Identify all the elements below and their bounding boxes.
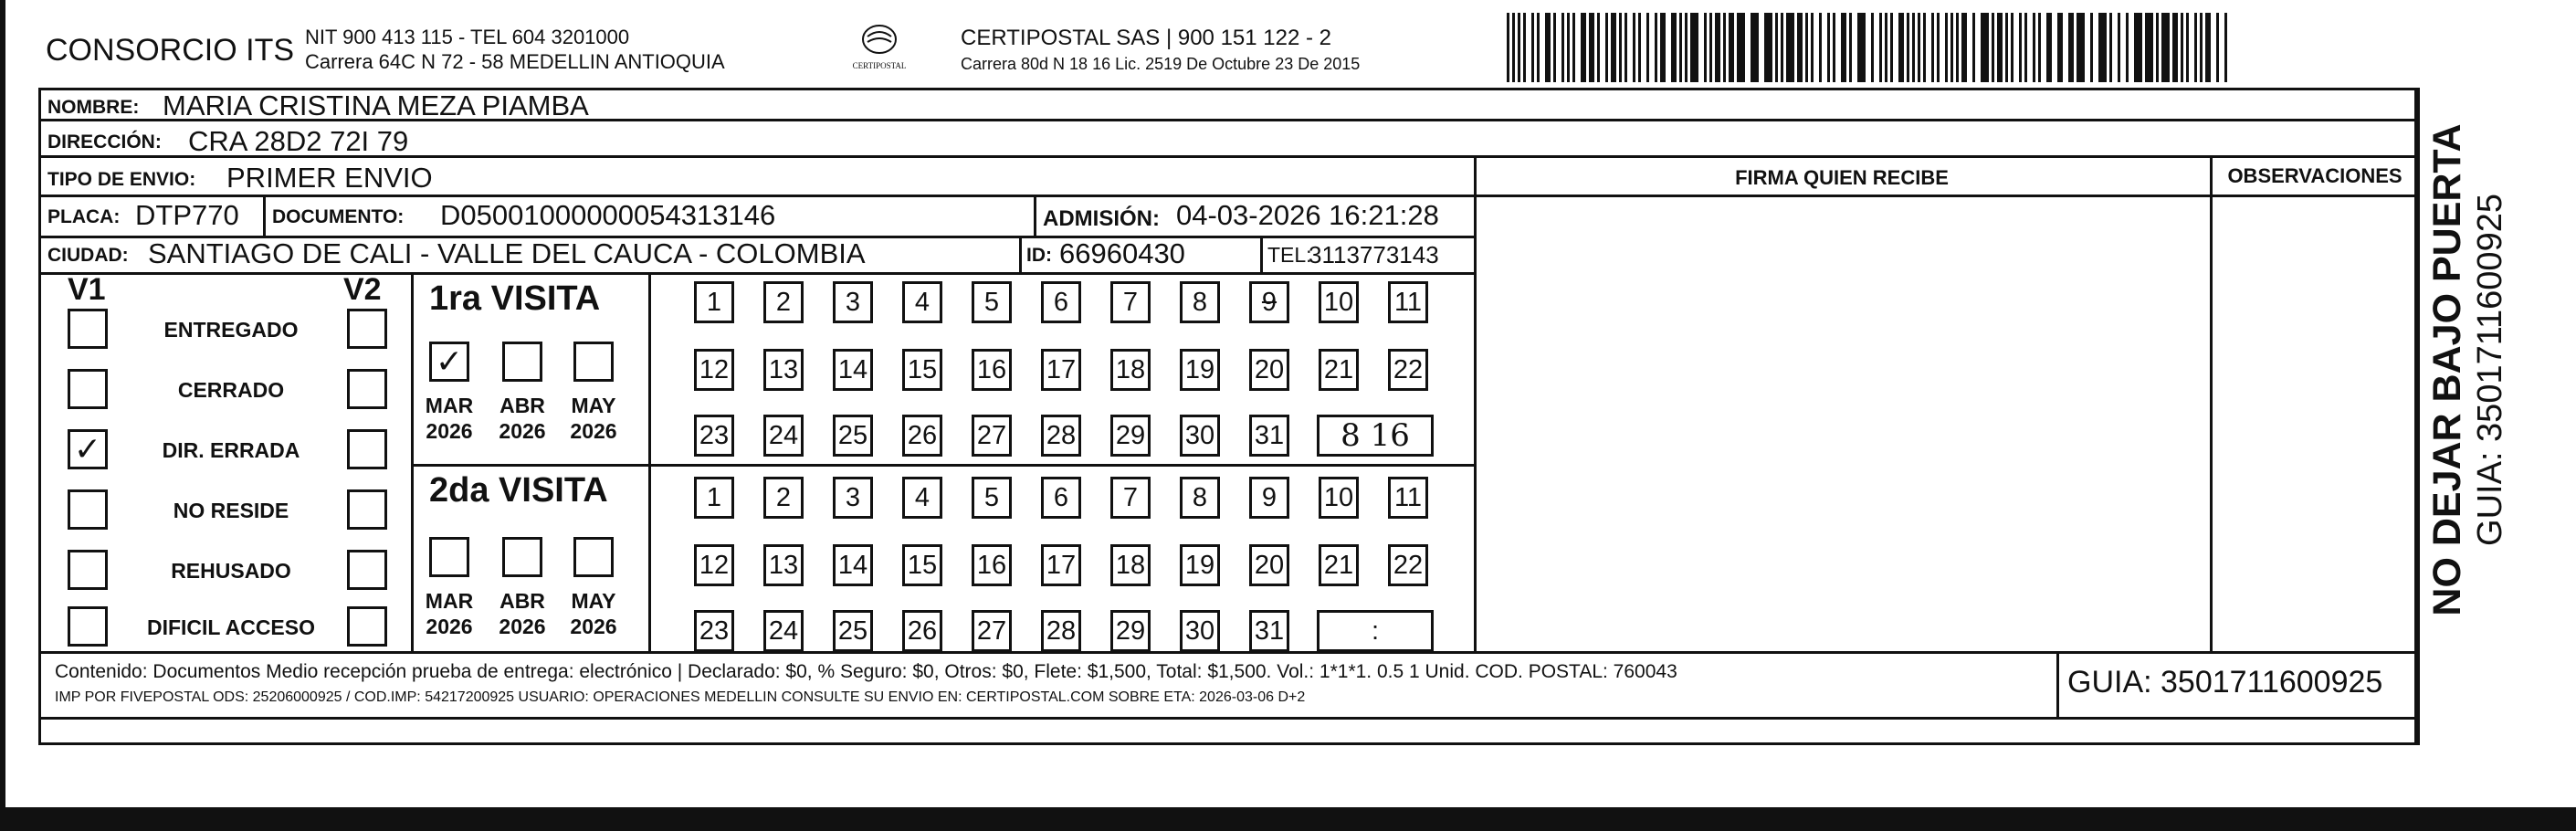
placa-value: DTP770 bbox=[135, 199, 239, 231]
barcode-bar bbox=[1931, 13, 1934, 82]
second-visit-day[interactable]: 4 bbox=[902, 477, 942, 519]
company-nit: NIT 900 413 115 - TEL 604 3201000 bbox=[305, 26, 630, 48]
barcode-bar bbox=[1857, 13, 1866, 82]
status-label: ENTREGADO bbox=[163, 318, 299, 342]
barcode-bar bbox=[1638, 13, 1641, 82]
month-label bbox=[489, 588, 555, 639]
barcode-bar bbox=[1545, 13, 1551, 82]
barcode-bar bbox=[1633, 13, 1635, 82]
status-label: CERRADO bbox=[177, 378, 285, 402]
tel-value: 3113773143 bbox=[1309, 241, 1439, 268]
month-checkbox[interactable] bbox=[502, 537, 542, 577]
barcode-bar bbox=[1537, 13, 1540, 82]
logo-text: CERTIPOSTAL bbox=[852, 61, 907, 70]
v2-checkbox[interactable] bbox=[347, 550, 387, 590]
month-checkbox[interactable] bbox=[502, 342, 542, 382]
month-label bbox=[416, 393, 482, 444]
barcode-bar bbox=[2068, 13, 2074, 82]
second-visit-day[interactable]: 10 bbox=[1319, 477, 1359, 519]
ciudad-value: SANTIAGO DE CALI - VALLE DEL CAUCA - COLOMBIA bbox=[148, 237, 866, 269]
barcode-bar bbox=[1512, 13, 1515, 82]
second-visit-day[interactable]: 1 bbox=[694, 477, 734, 519]
second-visit-day[interactable]: 7 bbox=[1110, 477, 1151, 519]
second-visit-day[interactable]: 13 bbox=[763, 544, 804, 586]
v1-checkbox[interactable] bbox=[68, 606, 108, 647]
barcode-bar bbox=[2126, 13, 2129, 82]
barcode-bar bbox=[1833, 13, 1835, 82]
barcode-bar bbox=[2156, 13, 2159, 82]
nombre-value: MARIA CRISTINA MEZA PIAMBA bbox=[163, 89, 589, 121]
barcode-bar bbox=[1981, 13, 1989, 82]
first-visit-day[interactable]: 30 bbox=[1180, 415, 1220, 457]
month-name: MAR bbox=[425, 394, 474, 417]
second-visit-day[interactable]: 16 bbox=[972, 544, 1012, 586]
barcode-bar bbox=[1611, 13, 1616, 82]
tipo-envio-label: TIPO DE ENVIO: bbox=[47, 169, 196, 190]
v1-checkbox[interactable] bbox=[68, 369, 108, 409]
barcode-bar bbox=[1624, 13, 1627, 82]
barcode-bar bbox=[1605, 13, 1608, 82]
second-visit-day[interactable]: 31 bbox=[1249, 610, 1289, 652]
barcode-bar bbox=[1553, 13, 1556, 82]
second-visit-day[interactable]: 26 bbox=[902, 610, 942, 652]
first-visit-day[interactable]: 12 bbox=[694, 349, 734, 391]
barcode-bar bbox=[1945, 13, 1948, 82]
no-dejar-warning: NO DEJAR BAJO PUERTA bbox=[2425, 123, 2469, 616]
carrier-address: Carrera 80d N 18 16 Lic. 2519 De Octubre 23 De 2015 bbox=[961, 55, 1361, 73]
second-visit-day[interactable]: 2 bbox=[763, 477, 804, 519]
first-visit-day[interactable]: 15 bbox=[902, 349, 942, 391]
first-visit-day[interactable]: 1 bbox=[694, 281, 734, 323]
month-checkbox[interactable] bbox=[573, 537, 614, 577]
barcode-bar bbox=[1685, 13, 1688, 82]
barcode-bar bbox=[1619, 13, 1622, 82]
second-visit-day[interactable]: 14 bbox=[833, 544, 873, 586]
second-visit-title: 2da VISITA bbox=[429, 471, 608, 510]
barcode-bar bbox=[2077, 13, 2085, 82]
barcode-bar bbox=[1690, 13, 1698, 82]
barcode-bar bbox=[1704, 13, 1707, 82]
barcode-bar bbox=[1918, 13, 1920, 82]
barcode-bar bbox=[2046, 13, 2052, 82]
barcode-bar bbox=[1655, 13, 1657, 82]
barcode-bar bbox=[2019, 13, 2022, 82]
footer-contenido: Contenido: Documentos Medio recepción prueba de entrega: electrónico | Declarado: $0, % Seguro: $0, Otros: $0, Flete: $1,500, Total: $1,500. Vol.: 1*1*1. 0.5 1 Unid. COD. POSTAL: 760043 bbox=[55, 661, 1677, 682]
barcode-bar bbox=[1923, 13, 1926, 82]
first-visit-day[interactable]: 17 bbox=[1041, 349, 1081, 391]
barcode-bar bbox=[1879, 13, 1882, 82]
barcode-bar bbox=[1751, 13, 1759, 82]
first-visit-day[interactable]: 20 bbox=[1249, 349, 1289, 391]
first-visit-day[interactable]: 26 bbox=[902, 415, 942, 457]
barcode-bar bbox=[1961, 13, 1967, 82]
barcode-bar bbox=[1797, 13, 1803, 82]
barcode-bar bbox=[2090, 13, 2093, 82]
second-visit-day[interactable]: 23 bbox=[694, 610, 734, 652]
side-guia: GUIA: 3501711600925 bbox=[2471, 194, 2509, 546]
barcode-bar bbox=[2057, 13, 2063, 82]
first-visit-day[interactable]: 7 bbox=[1110, 281, 1151, 323]
first-visit-day[interactable]: 29 bbox=[1110, 415, 1151, 457]
nombre-label: NOMBRE: bbox=[47, 97, 140, 118]
second-visit-day[interactable]: 20 bbox=[1249, 544, 1289, 586]
first-visit-day[interactable]: 24 bbox=[763, 415, 804, 457]
barcode-bar bbox=[1737, 13, 1745, 82]
month-checkbox[interactable] bbox=[429, 537, 469, 577]
month-name: MAR bbox=[425, 589, 474, 613]
barcode-bar bbox=[1567, 13, 1570, 82]
barcode-bar bbox=[1841, 13, 1846, 82]
barcode-bar bbox=[1811, 13, 1814, 82]
barcode-bar bbox=[1937, 13, 1940, 82]
barcode-bar bbox=[2005, 13, 2008, 82]
barcode-bar bbox=[1805, 13, 1808, 82]
barcode-bar bbox=[1898, 13, 1904, 82]
barcode-bar bbox=[1709, 13, 1712, 82]
barcode-bar bbox=[1890, 13, 1893, 82]
barcode-bar bbox=[1912, 13, 1915, 82]
barcode-bar bbox=[1992, 13, 1994, 82]
first-visit-day[interactable]: 2 bbox=[763, 281, 804, 323]
barcode-bar bbox=[1972, 13, 1975, 82]
first-visit-day[interactable]: 16 bbox=[972, 349, 1012, 391]
barcode-bar bbox=[1671, 13, 1677, 82]
barcode-bar bbox=[2134, 13, 2142, 82]
documento-value: D05001000000054313146 bbox=[440, 199, 776, 231]
second-visit-day[interactable]: 6 bbox=[1041, 477, 1081, 519]
barcode-bar bbox=[1531, 13, 1534, 82]
month-year: 2026 bbox=[499, 615, 546, 638]
second-visit-day[interactable]: 18 bbox=[1110, 544, 1151, 586]
month-year: 2026 bbox=[570, 615, 617, 638]
barcode-bar bbox=[1572, 13, 1575, 82]
barcode-bar bbox=[1507, 13, 1509, 82]
first-visit-day[interactable]: 14 bbox=[833, 349, 873, 391]
barcode-bar bbox=[1781, 13, 1783, 82]
v2-checkbox[interactable] bbox=[347, 309, 387, 349]
barcode-bar bbox=[2200, 13, 2203, 82]
barcode-bar bbox=[1956, 13, 1959, 82]
first-visit-day[interactable]: 23 bbox=[694, 415, 734, 457]
barcode-bar bbox=[1679, 13, 1682, 82]
firma-header: FIRMA QUIEN RECIBE bbox=[1735, 166, 1949, 189]
first-visit-day[interactable]: 31 bbox=[1249, 415, 1289, 457]
second-visit-day[interactable]: 22 bbox=[1388, 544, 1428, 586]
v1-checkbox[interactable] bbox=[68, 309, 108, 349]
barcode-bar bbox=[1827, 13, 1830, 82]
barcode-bar bbox=[2098, 13, 2107, 82]
barcode-bar bbox=[1646, 13, 1649, 82]
month-checkbox[interactable]: ✓ bbox=[429, 342, 469, 382]
logo-icon bbox=[857, 22, 902, 57]
barcode-bar bbox=[1660, 13, 1666, 82]
status-label: DIFICIL ACCESO bbox=[146, 615, 315, 639]
barcode-bar bbox=[2186, 13, 2189, 82]
second-visit-day[interactable]: 8 bbox=[1180, 477, 1220, 519]
admision-label: ADMISIÓN: bbox=[1043, 206, 1160, 231]
id-value: 66960430 bbox=[1059, 237, 1185, 269]
v1-checkbox[interactable]: ✓ bbox=[68, 429, 108, 469]
admision-value: 04-03-2026 16:21:28 bbox=[1176, 199, 1439, 231]
barcode-bar bbox=[2172, 13, 2178, 82]
second-visit-time[interactable]: : bbox=[1317, 610, 1434, 652]
first-visit-time[interactable]: 8 16 bbox=[1317, 415, 1434, 457]
second-visit-day[interactable]: 29 bbox=[1110, 610, 1151, 652]
barcode-bar bbox=[2038, 13, 2041, 82]
first-visit-day[interactable]: 18 bbox=[1110, 349, 1151, 391]
v1-checkbox[interactable] bbox=[68, 550, 108, 590]
barcode-bar bbox=[1786, 13, 1794, 82]
first-visit-day[interactable]: 21 bbox=[1319, 349, 1359, 391]
month-year: 2026 bbox=[426, 419, 473, 443]
second-visit-day[interactable]: 27 bbox=[972, 610, 1012, 652]
barcode-bar bbox=[1581, 13, 1586, 82]
barcode-bar bbox=[1764, 13, 1772, 82]
second-visit-day[interactable]: 12 bbox=[694, 544, 734, 586]
barcode-bar bbox=[1775, 13, 1778, 82]
status-label: DIR. ERRADA bbox=[162, 438, 300, 462]
barcode-bar bbox=[1729, 13, 1734, 82]
barcode-bar bbox=[1723, 13, 1726, 82]
footer-guia: GUIA: 3501711600925 bbox=[2067, 665, 2383, 700]
footer-imp: IMP POR FIVEPOSTAL ODS: 25206000925 / COD.IMP: 54217200925 USUARIO: OPERACIONES MEDELLIN CONSULTE SU ENVIO EN: CERTIPOSTAL.COM SOBRE ETA: 2026-03-06 D+2 bbox=[55, 689, 1306, 705]
barcode-bar bbox=[2205, 13, 2211, 82]
documento-label: DOCUMENTO: bbox=[272, 206, 405, 227]
ciudad-label: CIUDAD: bbox=[47, 245, 129, 266]
barcode bbox=[1505, 13, 2235, 82]
first-visit-day[interactable]: 6 bbox=[1041, 281, 1081, 323]
barcode-bar bbox=[1819, 13, 1822, 82]
barcode-bar bbox=[1885, 13, 1887, 82]
observaciones-header: OBSERVACIONES bbox=[2227, 164, 2403, 187]
month-name: MAY bbox=[571, 589, 616, 613]
scan-edge bbox=[0, 807, 2576, 831]
first-visit-day[interactable]: 27 bbox=[972, 415, 1012, 457]
v2-checkbox[interactable] bbox=[347, 489, 387, 530]
second-visit-day[interactable]: 3 bbox=[833, 477, 873, 519]
direccion-value: CRA 28D2 72I 79 bbox=[188, 125, 409, 157]
first-visit-day[interactable]: 8 bbox=[1180, 281, 1220, 323]
barcode-bar bbox=[2011, 13, 2013, 82]
month-label bbox=[561, 393, 626, 444]
barcode-bar bbox=[1589, 13, 1594, 82]
barcode-bar bbox=[1871, 13, 1874, 82]
month-year: 2026 bbox=[426, 615, 473, 638]
second-visit-day[interactable]: 15 bbox=[902, 544, 942, 586]
barcode-bar bbox=[2033, 13, 2035, 82]
status-label: REHUSADO bbox=[171, 559, 291, 583]
second-visit-day[interactable]: 17 bbox=[1041, 544, 1081, 586]
second-visit-day[interactable]: 11 bbox=[1388, 477, 1428, 519]
second-visit-day[interactable]: 25 bbox=[833, 610, 873, 652]
month-label bbox=[489, 393, 555, 444]
barcode-bar bbox=[2145, 13, 2153, 82]
barcode-bar bbox=[1597, 13, 1600, 82]
month-checkbox[interactable] bbox=[573, 342, 614, 382]
barcode-bar bbox=[2024, 13, 2027, 82]
first-visit-day[interactable]: 5 bbox=[972, 281, 1012, 323]
placa-label: PLACA: bbox=[47, 206, 121, 227]
barcode-bar bbox=[2194, 13, 2197, 82]
second-visit-day[interactable]: 5 bbox=[972, 477, 1012, 519]
first-visit-day[interactable]: 19 bbox=[1180, 349, 1220, 391]
v2-checkbox[interactable] bbox=[347, 606, 387, 647]
second-visit-day[interactable]: 30 bbox=[1180, 610, 1220, 652]
barcode-bar bbox=[1523, 13, 1526, 82]
first-visit-day[interactable]: 22 bbox=[1388, 349, 1428, 391]
barcode-bar bbox=[1849, 13, 1852, 82]
v2-header: V2 bbox=[343, 272, 382, 307]
barcode-bar bbox=[2181, 13, 2183, 82]
v1-checkbox[interactable] bbox=[68, 489, 108, 530]
id-label: ID: bbox=[1026, 245, 1052, 266]
month-label bbox=[561, 588, 626, 639]
barcode-bar bbox=[2224, 13, 2227, 82]
first-visit-day[interactable]: 3 bbox=[833, 281, 873, 323]
month-name: MAY bbox=[571, 394, 616, 417]
barcode-bar bbox=[2161, 13, 2170, 82]
second-visit-day[interactable]: 28 bbox=[1041, 610, 1081, 652]
certipostal-logo bbox=[840, 22, 919, 79]
month-year: 2026 bbox=[499, 419, 546, 443]
carrier-name: CERTIPOSTAL SAS | 900 151 122 - 2 bbox=[961, 26, 1331, 50]
first-visit-day[interactable]: 9 bbox=[1249, 281, 1289, 323]
barcode-bar bbox=[2216, 13, 2219, 82]
direccion-label: DIRECCIÓN: bbox=[47, 131, 162, 153]
second-visit-day[interactable]: 21 bbox=[1319, 544, 1359, 586]
second-visit-day[interactable]: 9 bbox=[1249, 477, 1289, 519]
first-visit-day[interactable]: 13 bbox=[763, 349, 804, 391]
month-year: 2026 bbox=[570, 419, 617, 443]
tipo-envio-value: PRIMER ENVIO bbox=[226, 162, 433, 194]
tel-label: TEL: bbox=[1267, 243, 1312, 267]
first-visit-day[interactable]: 25 bbox=[833, 415, 873, 457]
barcode-bar bbox=[1997, 13, 2003, 82]
barcode-bar bbox=[1715, 13, 1720, 82]
status-label: NO RESIDE bbox=[173, 499, 289, 522]
barcode-bar bbox=[1518, 13, 1520, 82]
first-visit-day[interactable]: 11 bbox=[1388, 281, 1428, 323]
v1-header: V1 bbox=[68, 272, 106, 307]
side-text bbox=[2425, 110, 2571, 630]
barcode-bar bbox=[2118, 13, 2120, 82]
first-visit-day[interactable]: 10 bbox=[1319, 281, 1359, 323]
second-visit-day[interactable]: 19 bbox=[1180, 544, 1220, 586]
company-address: Carrera 64C N 72 - 58 MEDELLIN ANTIOQUIA bbox=[305, 50, 725, 73]
company-name: CONSORCIO ITS bbox=[46, 33, 295, 68]
scan-left-edge bbox=[0, 0, 5, 831]
v2-checkbox[interactable] bbox=[347, 369, 387, 409]
barcode-bar bbox=[2109, 13, 2112, 82]
month-label bbox=[416, 588, 482, 639]
v2-checkbox[interactable] bbox=[347, 429, 387, 469]
month-name: ABR bbox=[499, 589, 545, 613]
first-visit-day[interactable]: 28 bbox=[1041, 415, 1081, 457]
barcode-bar bbox=[1907, 13, 1909, 82]
first-visit-day[interactable]: 4 bbox=[902, 281, 942, 323]
barcode-bar bbox=[1950, 13, 1953, 82]
barcode-bar bbox=[1561, 13, 1564, 82]
second-visit-day[interactable]: 24 bbox=[763, 610, 804, 652]
first-visit-title: 1ra VISITA bbox=[429, 279, 601, 318]
month-name: ABR bbox=[499, 394, 545, 417]
